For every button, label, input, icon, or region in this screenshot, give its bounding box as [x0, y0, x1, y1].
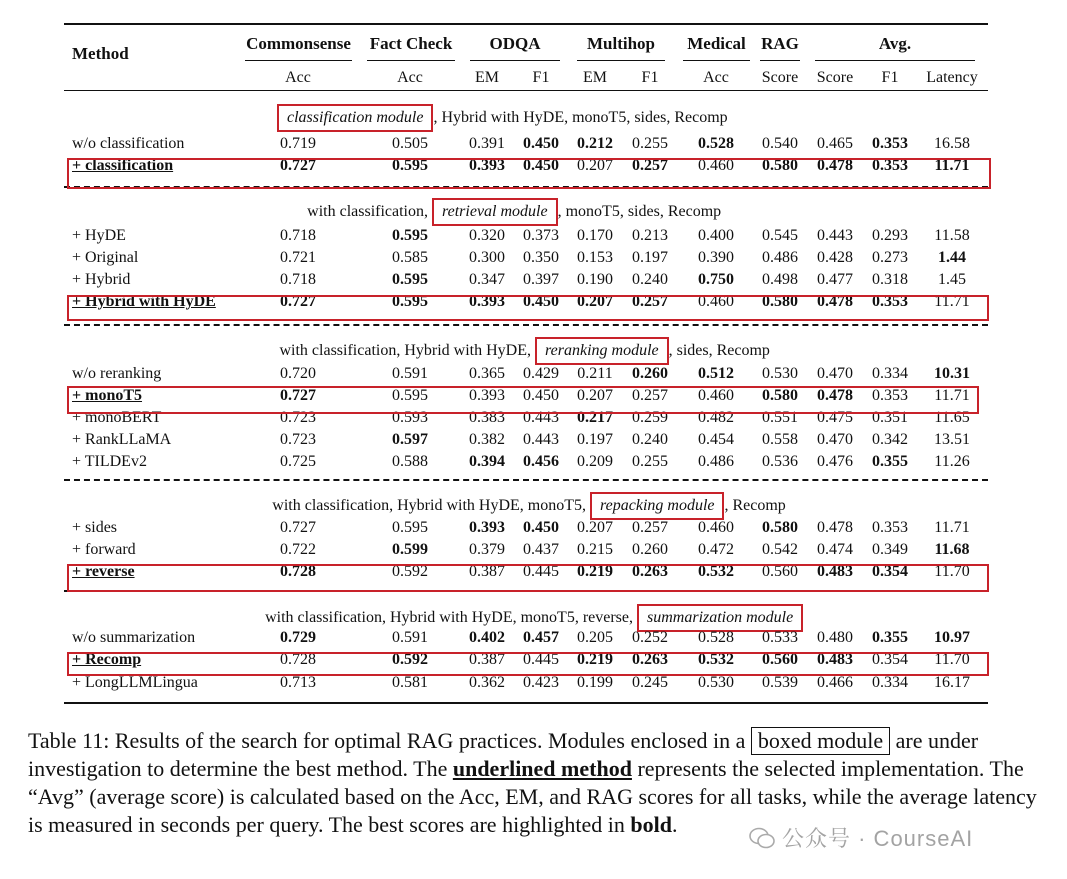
metric-cell: 0.353 — [872, 519, 908, 536]
metric-cell: 0.213 — [632, 227, 668, 244]
metric-cell: 0.428 — [817, 249, 853, 266]
metric-cell: 0.263 — [632, 651, 668, 668]
metric-cell: 0.478 — [817, 387, 853, 404]
boxed-module: reranking module — [535, 337, 669, 365]
boxed-module: repacking module — [590, 492, 724, 520]
method-name: + Hybrid — [72, 271, 131, 288]
metric-cell: 0.723 — [280, 409, 316, 426]
header-rule — [64, 90, 988, 91]
metric-cell: 0.260 — [632, 365, 668, 382]
metric-cell: 0.450 — [523, 135, 559, 152]
metric-cell: 0.342 — [872, 431, 908, 448]
metric-cell: 0.393 — [469, 519, 505, 536]
section-header — [307, 198, 721, 226]
metric-cell: 0.486 — [762, 249, 798, 266]
metric-cell: 0.478 — [817, 157, 853, 174]
metric-cell: 0.349 — [872, 541, 908, 558]
metric-cell: 0.394 — [469, 453, 505, 470]
metric-cell: 0.391 — [469, 135, 505, 152]
metric-cell: 0.595 — [392, 227, 428, 244]
section-prefix: with classification, Hybrid with HyDE, monoT5, reverse, — [265, 609, 637, 626]
header-group-underline — [577, 60, 665, 61]
header-group-underline — [470, 60, 560, 61]
metric-cell: 0.483 — [817, 563, 853, 580]
metric-cell: 0.437 — [523, 541, 559, 558]
metric-cell: 0.353 — [872, 387, 908, 404]
selected-row-highlight — [67, 295, 989, 321]
metric-cell: 11.70 — [934, 651, 970, 668]
metric-cell: 0.718 — [280, 271, 316, 288]
header-metric: Acc — [285, 69, 311, 86]
metric-cell: 0.597 — [392, 431, 428, 448]
metric-cell: 0.219 — [577, 563, 613, 580]
metric-cell: 0.595 — [392, 271, 428, 288]
header-group: Fact Check — [369, 34, 453, 53]
metric-cell: 0.581 — [392, 674, 428, 691]
header-group-underline — [683, 60, 750, 61]
metric-cell: 0.721 — [280, 249, 316, 266]
metric-cell: 0.482 — [698, 409, 734, 426]
method-name: + TILDEv2 — [72, 453, 147, 470]
metric-cell: 0.595 — [392, 293, 428, 310]
metric-cell: 0.542 — [762, 541, 798, 558]
metric-cell: 0.429 — [523, 365, 559, 382]
top-rule — [64, 23, 988, 25]
metric-cell: 0.728 — [280, 563, 316, 580]
metric-cell: 0.540 — [762, 135, 798, 152]
metric-cell: 0.720 — [280, 365, 316, 382]
metric-cell: 0.470 — [817, 431, 853, 448]
metric-cell: 0.560 — [762, 563, 798, 580]
metric-cell: 0.723 — [280, 431, 316, 448]
metric-cell: 0.460 — [698, 519, 734, 536]
metric-cell: 11.70 — [934, 563, 970, 580]
metric-cell: 0.240 — [632, 271, 668, 288]
metric-cell: 0.263 — [632, 563, 668, 580]
metric-cell: 0.347 — [469, 271, 505, 288]
header-group: ODQA — [489, 34, 541, 53]
metric-cell: 16.58 — [934, 135, 970, 152]
metric-cell: 0.443 — [817, 227, 853, 244]
metric-cell: 0.450 — [523, 157, 559, 174]
caption-text-4: . — [671, 812, 678, 837]
metric-cell: 0.423 — [523, 674, 559, 691]
method-name: w/o classification — [72, 135, 185, 152]
caption-underlined-example: underlined method — [452, 756, 632, 781]
section-divider — [64, 324, 988, 326]
metric-cell: 0.476 — [817, 453, 853, 470]
section-header — [277, 104, 728, 132]
metric-cell: 0.591 — [392, 629, 428, 646]
method-name: w/o reranking — [72, 365, 162, 382]
metric-cell: 0.353 — [872, 293, 908, 310]
metric-cell: 0.387 — [469, 563, 505, 580]
metric-cell: 0.354 — [872, 563, 908, 580]
header-metric: Acc — [397, 69, 423, 86]
metric-cell: 0.393 — [469, 157, 505, 174]
metric-cell: 0.255 — [632, 135, 668, 152]
metric-cell: 0.580 — [762, 293, 798, 310]
header-group: RAG — [761, 34, 799, 53]
metric-cell: 0.580 — [762, 519, 798, 536]
metric-cell: 0.393 — [469, 293, 505, 310]
table-row — [0, 431, 1067, 453]
metric-cell: 13.51 — [934, 431, 970, 448]
metric-cell: 0.355 — [872, 453, 908, 470]
header-group-underline — [760, 60, 800, 61]
section-divider — [64, 479, 988, 481]
metric-cell: 0.718 — [280, 227, 316, 244]
metric-cell: 0.393 — [469, 387, 505, 404]
boxed-module: retrieval module — [432, 198, 558, 226]
metric-cell: 0.255 — [632, 453, 668, 470]
method-name: + forward — [72, 541, 136, 558]
metric-cell: 0.456 — [523, 453, 559, 470]
selected-row-highlight — [67, 386, 979, 414]
wechat-icon — [748, 826, 776, 850]
metric-cell: 0.470 — [817, 365, 853, 382]
metric-cell: 11.68 — [934, 541, 970, 558]
metric-cell: 0.460 — [698, 387, 734, 404]
metric-cell: 0.536 — [762, 453, 798, 470]
metric-cell: 0.211 — [577, 365, 613, 382]
metric-cell: 0.215 — [577, 541, 613, 558]
metric-cell: 0.474 — [817, 541, 853, 558]
table-row — [0, 135, 1067, 157]
metric-cell: 0.443 — [523, 409, 559, 426]
method-name: + classification — [72, 157, 174, 174]
metric-cell: 0.719 — [280, 135, 316, 152]
metric-cell: 0.725 — [280, 453, 316, 470]
method-name: + reverse — [72, 563, 135, 580]
metric-cell: 0.728 — [280, 651, 316, 668]
metric-cell: 0.318 — [872, 271, 908, 288]
metric-cell: 0.530 — [698, 674, 734, 691]
metric-cell: 0.466 — [817, 674, 853, 691]
metric-cell: 0.387 — [469, 651, 505, 668]
header-method: Method — [72, 44, 129, 63]
metric-cell: 0.595 — [392, 387, 428, 404]
header-group-underline — [815, 60, 975, 61]
metric-cell: 0.727 — [280, 519, 316, 536]
metric-cell: 0.205 — [577, 629, 613, 646]
bottom-rule — [64, 702, 988, 704]
metric-cell: 1.45 — [938, 271, 966, 288]
metric-cell: 0.293 — [872, 227, 908, 244]
metric-cell: 0.400 — [698, 227, 734, 244]
metric-cell: 0.445 — [523, 563, 559, 580]
caption-boxed-example: boxed module — [751, 727, 890, 755]
metric-cell: 0.580 — [762, 387, 798, 404]
metric-cell: 0.240 — [632, 431, 668, 448]
method-name: + RankLLaMA — [72, 431, 172, 448]
watermark: 公众号 · CourseAI — [782, 826, 974, 851]
method-name: + monoBERT — [72, 409, 162, 426]
metric-cell: 0.454 — [698, 431, 734, 448]
metric-cell: 0.365 — [469, 365, 505, 382]
metric-cell: 0.170 — [577, 227, 613, 244]
metric-cell: 11.71 — [934, 387, 970, 404]
metric-cell: 11.71 — [934, 519, 970, 536]
metric-cell: 0.486 — [698, 453, 734, 470]
metric-cell: 0.475 — [817, 409, 853, 426]
caption-text-1: Table 11: Results of the search for optimal RAG practices. Modules enclosed in a — [28, 728, 751, 753]
table-row — [0, 453, 1067, 475]
metric-cell: 0.245 — [632, 674, 668, 691]
caption-text-2: are under investigation to determine the best method. The — [28, 728, 979, 781]
metric-cell: 0.483 — [817, 651, 853, 668]
header-metric: Acc — [703, 69, 729, 86]
metric-cell: 0.595 — [392, 519, 428, 536]
metric-cell: 0.727 — [280, 157, 316, 174]
selected-row-highlight — [67, 158, 991, 189]
metric-cell: 0.197 — [632, 249, 668, 266]
section-suffix: , Recomp — [724, 497, 786, 514]
selected-row-highlight — [67, 564, 989, 592]
header-group: Commonsense — [246, 34, 351, 53]
metric-cell: 0.580 — [762, 157, 798, 174]
section-prefix: with classification, — [307, 203, 432, 220]
metric-cell: 0.350 — [523, 249, 559, 266]
metric-cell: 0.477 — [817, 271, 853, 288]
table-row — [0, 365, 1067, 387]
metric-cell: 0.207 — [577, 387, 613, 404]
metric-cell: 0.379 — [469, 541, 505, 558]
metric-cell: 0.197 — [577, 431, 613, 448]
method-name: w/o summarization — [72, 629, 196, 646]
method-name: + Hybrid with HyDE — [72, 293, 216, 310]
metric-cell: 0.530 — [762, 365, 798, 382]
metric-cell: 0.334 — [872, 365, 908, 382]
metric-cell: 0.373 — [523, 227, 559, 244]
metric-cell: 0.460 — [698, 293, 734, 310]
caption-text-3: represents the selected implementation. The “Avg” (average score) is calculated based on the Acc, EM, and RAG scores for all tasks, while the average latency is measured in seconds per query. The best scores are highlighted in — [28, 756, 1037, 837]
metric-cell: 0.498 — [762, 271, 798, 288]
metric-cell: 0.257 — [632, 387, 668, 404]
metric-cell: 0.585 — [392, 249, 428, 266]
metric-cell: 0.533 — [762, 629, 798, 646]
caption-bold-example: bold — [630, 812, 672, 837]
boxed-module: classification module — [277, 104, 433, 132]
metric-cell: 0.465 — [817, 135, 853, 152]
metric-cell: 0.457 — [523, 629, 559, 646]
metric-cell: 11.65 — [934, 409, 970, 426]
metric-cell: 0.595 — [392, 157, 428, 174]
header-group: Avg. — [878, 34, 912, 53]
metric-cell: 0.591 — [392, 365, 428, 382]
metric-cell: 0.560 — [762, 651, 798, 668]
metric-cell: 0.397 — [523, 271, 559, 288]
section-prefix: with classification, Hybrid with HyDE, monoT5, — [272, 497, 590, 514]
header-group: Multihop — [586, 34, 656, 53]
section-prefix: with classification, Hybrid with HyDE, — [279, 342, 535, 359]
metric-cell: 0.551 — [762, 409, 798, 426]
table-row — [0, 541, 1067, 563]
metric-cell: 11.26 — [934, 453, 970, 470]
metric-cell: 0.532 — [698, 563, 734, 580]
metric-cell: 0.353 — [872, 157, 908, 174]
section-header — [265, 604, 803, 632]
table-row — [0, 271, 1067, 293]
metric-cell: 0.505 — [392, 135, 428, 152]
metric-cell: 0.402 — [469, 629, 505, 646]
section-header — [279, 337, 769, 365]
metric-cell: 0.217 — [577, 409, 613, 426]
metric-cell: 0.445 — [523, 651, 559, 668]
metric-cell: 0.722 — [280, 541, 316, 558]
metric-cell: 16.17 — [934, 674, 970, 691]
metric-cell: 0.592 — [392, 651, 428, 668]
metric-cell: 0.207 — [577, 293, 613, 310]
method-name: + monoT5 — [72, 387, 143, 404]
metric-cell: 0.450 — [523, 519, 559, 536]
metric-cell: 0.362 — [469, 674, 505, 691]
metric-cell: 0.478 — [817, 519, 853, 536]
metric-cell: 0.390 — [698, 249, 734, 266]
metric-cell: 0.528 — [698, 135, 734, 152]
metric-cell: 0.450 — [523, 293, 559, 310]
table-row — [0, 629, 1067, 651]
metric-cell: 0.354 — [872, 651, 908, 668]
table-row — [0, 674, 1067, 696]
metric-cell: 0.257 — [632, 519, 668, 536]
metric-cell: 0.260 — [632, 541, 668, 558]
header-metric: Score — [761, 69, 799, 86]
metric-cell: 0.460 — [698, 157, 734, 174]
metric-cell: 0.532 — [698, 651, 734, 668]
metric-cell: 0.593 — [392, 409, 428, 426]
metric-cell: 0.480 — [817, 629, 853, 646]
metric-cell: 11.71 — [934, 157, 970, 174]
metric-cell: 0.207 — [577, 519, 613, 536]
method-name: + Original — [72, 249, 139, 266]
section-suffix: , Hybrid with HyDE, monoT5, sides, Recomp — [433, 109, 728, 126]
metric-cell: 0.558 — [762, 431, 798, 448]
header-metric: F1 — [881, 69, 899, 86]
metric-cell: 0.252 — [632, 629, 668, 646]
metric-cell: 0.259 — [632, 409, 668, 426]
header-metric: EM — [583, 69, 607, 86]
metric-cell: 0.450 — [523, 387, 559, 404]
metric-cell: 0.209 — [577, 453, 613, 470]
header-metric: F1 — [532, 69, 550, 86]
selected-row-highlight — [67, 652, 989, 676]
metric-cell: 0.512 — [698, 365, 734, 382]
metric-cell: 0.257 — [632, 293, 668, 310]
method-name: + LongLLMLingua — [72, 674, 198, 691]
boxed-module: summarization module — [637, 604, 803, 632]
section-suffix: , sides, Recomp — [668, 342, 770, 359]
metric-cell: 0.273 — [872, 249, 908, 266]
metric-cell: 0.219 — [577, 651, 613, 668]
metric-cell: 0.355 — [872, 629, 908, 646]
metric-cell: 0.212 — [577, 135, 613, 152]
metric-cell: 0.727 — [280, 387, 316, 404]
header-metric: F1 — [641, 69, 659, 86]
metric-cell: 0.351 — [872, 409, 908, 426]
metric-cell: 10.31 — [934, 365, 970, 382]
header-metric: Latency — [926, 69, 978, 86]
section-header — [272, 492, 786, 520]
metric-cell: 0.257 — [632, 157, 668, 174]
metric-cell: 0.383 — [469, 409, 505, 426]
metric-cell: 0.528 — [698, 629, 734, 646]
metric-cell: 0.539 — [762, 674, 798, 691]
method-name: + HyDE — [72, 227, 126, 244]
metric-cell: 0.207 — [577, 157, 613, 174]
header-metric: EM — [475, 69, 499, 86]
method-name: + Recomp — [72, 651, 142, 668]
metric-cell: 0.592 — [392, 563, 428, 580]
metric-cell: 11.71 — [934, 293, 970, 310]
metric-cell: 0.353 — [872, 135, 908, 152]
metric-cell: 0.190 — [577, 271, 613, 288]
metric-cell: 0.472 — [698, 541, 734, 558]
metric-cell: 0.300 — [469, 249, 505, 266]
table-row — [0, 249, 1067, 271]
table-row — [0, 519, 1067, 541]
header-group: Medical — [687, 34, 746, 53]
metric-cell: 0.320 — [469, 227, 505, 244]
metric-cell: 0.729 — [280, 629, 316, 646]
table-row — [0, 227, 1067, 249]
metric-cell: 0.199 — [577, 674, 613, 691]
section-suffix: , monoT5, sides, Recomp — [557, 203, 722, 220]
metric-cell: 0.153 — [577, 249, 613, 266]
metric-cell: 0.750 — [698, 271, 734, 288]
metric-cell: 0.382 — [469, 431, 505, 448]
metric-cell: 1.44 — [938, 249, 966, 266]
header-group-underline — [367, 60, 455, 61]
metric-cell: 0.588 — [392, 453, 428, 470]
method-name: + sides — [72, 519, 118, 536]
metric-cell: 0.334 — [872, 674, 908, 691]
header-metric: Score — [816, 69, 854, 86]
metric-cell: 0.478 — [817, 293, 853, 310]
metric-cell: 0.727 — [280, 293, 316, 310]
header-group-underline — [245, 60, 352, 61]
metric-cell: 0.443 — [523, 431, 559, 448]
metric-cell: 10.97 — [934, 629, 970, 646]
metric-cell: 11.58 — [934, 227, 970, 244]
metric-cell: 0.599 — [392, 541, 428, 558]
metric-cell: 0.545 — [762, 227, 798, 244]
metric-cell: 0.713 — [280, 674, 316, 691]
